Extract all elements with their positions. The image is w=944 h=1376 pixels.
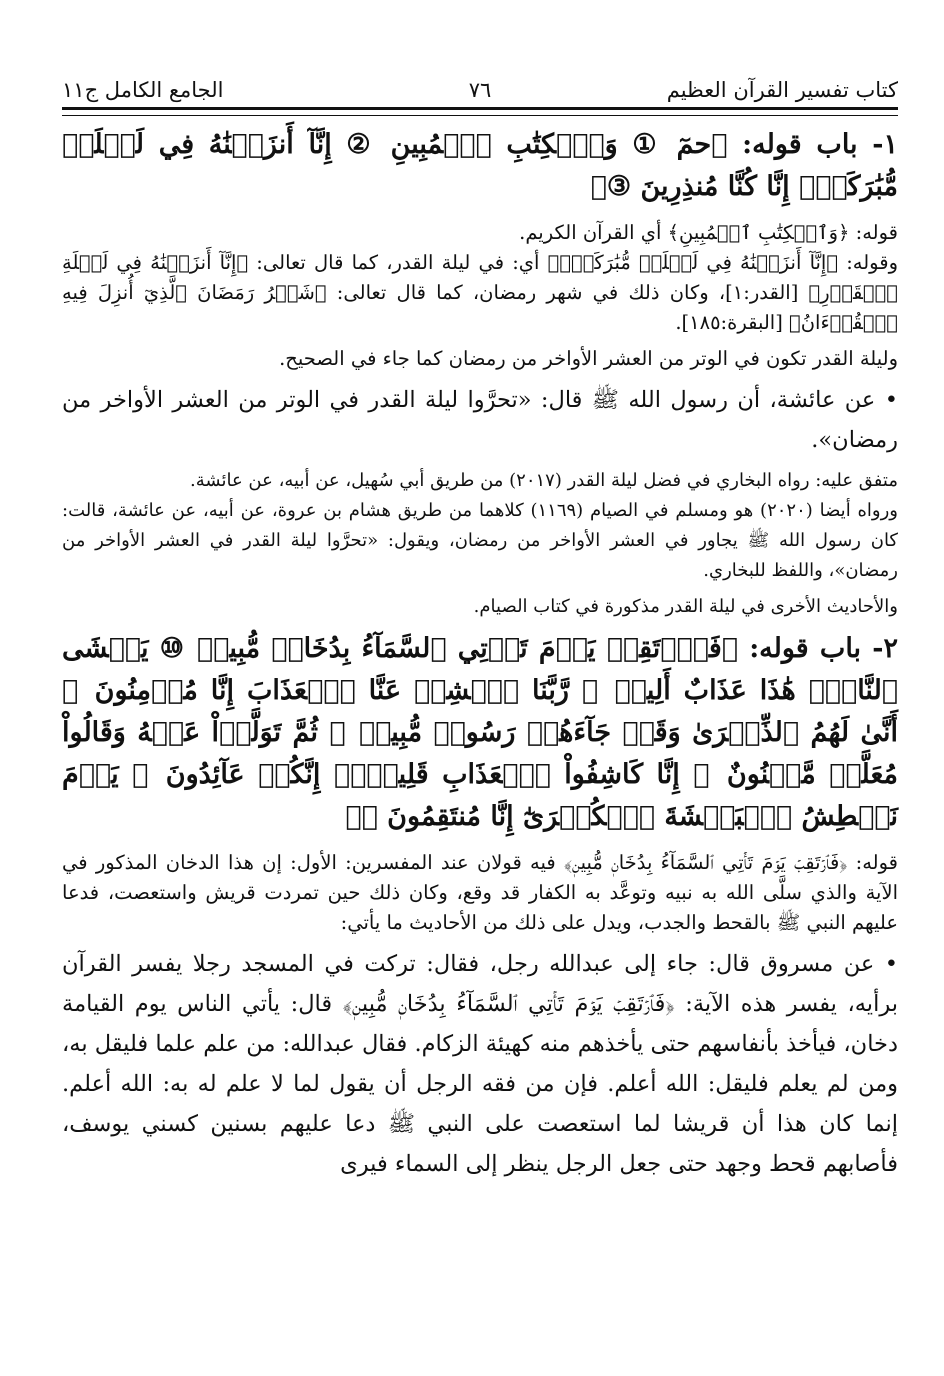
section-1-paragraph-2: وقوله: ﴿إِنَّآ أَنزَلۡنَٰهُ فِي لَيۡلَةٖ مُّبَٰرَكَةٍۚ﴾ أي: في ليلة القدر، كما قال تعالى: ﴿إِنَّآ أَنزَلۡنَٰهُ فِي لَيۡلَةِ ٱلۡقَدۡرِ﴾ [القدر:١]، وكان ذلك في شهر رمضان، كما قال تعالى: ﴿شَهۡرُ رَمَضَانَ ٱلَّذِيٓ أُنزِلَ فِيهِ ٱلۡقُرۡءَانُ﴾ [البقرة:١٨٥]. [62, 251, 898, 334]
section-2-heading: ٢- باب قوله: ﴿فَٱرۡتَقِبۡ يَوۡمَ تَأۡتِي ٱلسَّمَآءُ بِدُخَانٖ مُّبِينٖ ⑩ يَغۡشَى ٱلنَّاسَۖ هَٰذَا عَذَابٌ أَلِيمٞ ⑪ رَّبَّنَا ٱكۡشِفۡ عَنَّا ٱلۡعَذَابَ إِنَّا مُؤۡمِنُونَ ⑫ أَنَّىٰ لَهُمُ ٱلذِّكۡرَىٰ وَقَدۡ جَآءَهُمۡ رَسُولٞ مُّبِينٞ ⑬ ثُمَّ تَوَلَّوۡاْ عَنۡهُ وَقَالُواْ مُعَلَّمٞ مَّجۡنُونٌ ⑭ إِنَّا كَاشِفُواْ ٱلۡعَذَابِ قَلِيلًاۚ إِنَّكُمۡ عَآئِدُونَ ⑮ يَوۡمَ نَبۡطِشُ ٱلۡبَطۡشَةَ ٱلۡكُبۡرَىٰٓ إِنَّا مُنتَقِمُونَ ⑯﴾ [62, 633, 898, 832]
header-rule-thick [62, 107, 898, 110]
section-1-paragraph-3: وليلة القدر تكون في الوتر من العشر الأواخر من رمضان كما جاء في الصحيح. [279, 347, 898, 370]
section-2-paragraph-1: قوله: ﴿فَٱرۡتَقِبۡ يَوۡمَ تَأۡتِي ٱلسَّمَآءُ بِدُخَانٖ مُّبِينٖ﴾ فيه قولان عند المفسرين: الأول: إن هذا الدخان المذكور في الآية والذي سلَّى الله به نبيه وتوعَّد به الكفار قد وقع، وكان ذلك حين تمردت قريش واستعصت، فدعا عليهم النبي ﷺ بالقحط والجدب، ويدل على ذلك من الأحاديث ما يأتي: [62, 851, 898, 934]
section-1-heading: ١- باب قوله: ﴿حمٓ ① وَٱلۡكِتَٰبِ ٱلۡمُبِينِ ② إِنَّآ أَنزَلۡنَٰهُ فِي لَيۡلَةٖ مُّبَٰرَكَةٍۚ إِنَّا كُنَّا مُنذِرِينَ ③﴾ [62, 129, 898, 202]
section-1-note-2: ورواه أيضا (٢٠٢٠) هو ومسلم في الصيام (١١٦٩) كلاهما من طريق هشام بن عروة، عن أبيه، عن عائشة، قالت: كان رسول الله ﷺ يجاور في العشر الأواخر من رمضان، ويقول: «تحرَّوا ليلة القدر في العشر الأواخر من رمضان»، واللفظ للبخاري. [62, 500, 898, 581]
section-1-hadith: • عن عائشة، أن رسول الله ﷺ قال: «تحرَّوا ليلة القدر في الوتر من العشر الأواخر من رمضان». [62, 387, 898, 453]
section-1-note-3: والأحاديث الأخرى في ليلة القدر مذكورة في كتاب الصيام. [473, 596, 898, 617]
header-volume-title: الجامع الكامل ج١١ [62, 78, 224, 102]
header-book-title: كتاب تفسير القرآن العظيم [666, 78, 898, 102]
section-1-paragraph-1: قوله: ﴿وَٱلۡكِتَٰبِ ٱلۡمُبِينِ﴾ أي القرآن الكريم. [519, 221, 898, 244]
page-number: ٧٦ [468, 78, 492, 102]
page-body [62, 118, 898, 1184]
section-1-note-1: متفق عليه: رواه البخاري في فضل ليلة القدر (٢٠١٧) من طريق أبي سُهيل، عن أبيه، عن عائشة. [190, 470, 898, 491]
page-header [62, 62, 898, 102]
section-2-hadith: • عن مسروق قال: جاء إلى عبدالله رجل، فقال: تركت في المسجد رجلا يفسر القرآن برأيه، يفسر هذه الآية: ﴿فَٱرۡتَقِبۡ يَوۡمَ تَأۡتِي ٱلسَّمَآءُ بِدُخَانٖ مُّبِينٖ﴾ قال: يأتي الناس يوم القيامة دخان، فيأخذ بأنفاسهم حتى يأخذهم منه كهيئة الزكام. فقال عبدالله: من علم علما فليقل به، ومن لم يعلم فليقل: الله أعلم. فإن من فقه الرجل أن يقول لما لا علم له به: الله أعلم. إنما كان هذا أن قريشا لما استعصت على النبي ﷺ دعا عليهم بسنين كسني يوسف، فأصابهم قحط وجهد حتى جعل الرجل ينظر إلى السماء فيرى [62, 951, 898, 1177]
header-rule-thin [62, 115, 898, 116]
